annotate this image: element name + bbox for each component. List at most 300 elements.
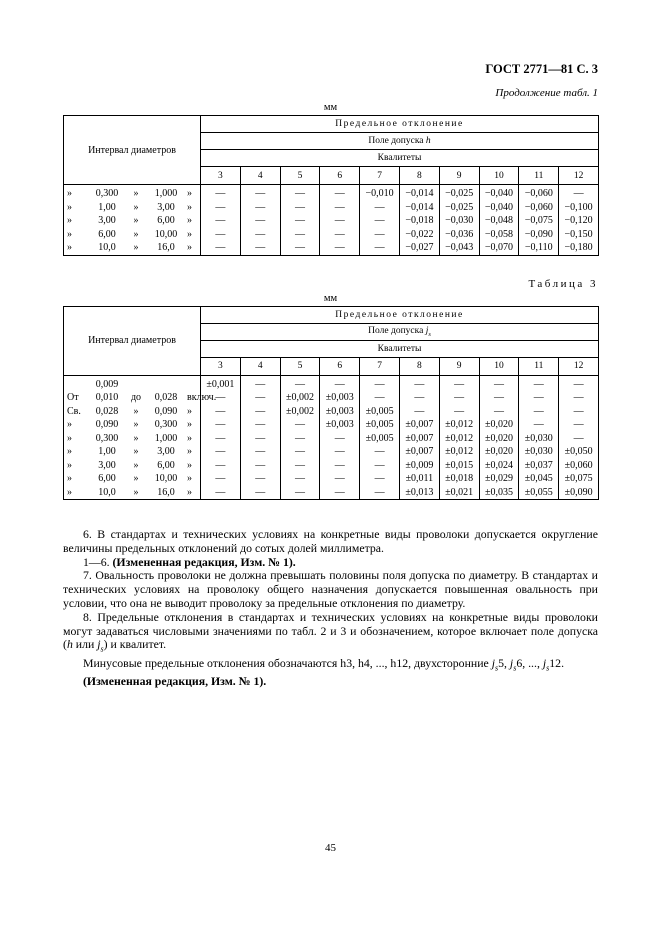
- deviation-value-cell: ±0,024: [479, 459, 519, 473]
- table3-body: [64, 375, 599, 500]
- deviation-value-cell: ±0,030: [519, 432, 559, 446]
- deviation-value-cell: ±0,005: [360, 418, 400, 432]
- text-run: j: [542, 655, 547, 670]
- deviation-value-cell: −0,014: [399, 185, 439, 201]
- interval-segment: От: [67, 392, 79, 403]
- deviation-value-cell: —: [479, 375, 519, 391]
- deviation-value-cell: —: [240, 405, 280, 419]
- interval-segment: »: [187, 188, 192, 199]
- interval-segment: до: [130, 392, 142, 403]
- table-row: [64, 228, 599, 242]
- grade-column-header: 12: [559, 167, 599, 185]
- deviation-value-cell: ±0,020: [479, 418, 519, 432]
- interval-segment: »: [67, 473, 72, 484]
- interval-segment: 3,00: [157, 446, 175, 457]
- interval-segment: »: [133, 228, 139, 240]
- deviation-value-cell: —: [280, 228, 320, 242]
- deviation-value-cell: −0,180: [559, 241, 599, 255]
- interval-segment: »: [133, 486, 139, 498]
- text-run: 8. Предельные отклонения в стандартах и технических условиях на конкретные виды проволоки могут задаваться числовыми значениями по табл. 2 и 3 и обозначением, которое включает поле допуска (: [63, 609, 598, 652]
- document-header: ГОСТ 2771—81 С. 3: [485, 62, 598, 76]
- interval-segment: 0,009: [95, 378, 119, 390]
- deviation-value-cell: ±0,007: [399, 432, 439, 446]
- deviation-value-cell: ±0,090: [559, 486, 599, 500]
- deviation-value-cell: —: [280, 472, 320, 486]
- deviation-value-cell: ±0,020: [479, 445, 519, 459]
- deviation-value-cell: —: [360, 445, 400, 459]
- text-run: 12.: [549, 655, 565, 670]
- text-run: s: [546, 662, 550, 672]
- table-row: [64, 241, 599, 255]
- deviation-value-cell: —: [320, 228, 360, 242]
- interval-segment: »: [67, 201, 72, 213]
- interval-segment: 6,00: [98, 228, 116, 240]
- table-row: [64, 405, 599, 419]
- note-paragraph: [63, 611, 598, 657]
- deviation-value-cell: —: [280, 185, 320, 201]
- deviation-value-cell: −0,018: [399, 214, 439, 228]
- deviation-value-cell: —: [559, 405, 599, 419]
- text-run: Поле допуска: [368, 136, 426, 146]
- deviation-value-cell: —: [240, 472, 280, 486]
- grade-column-header: 8: [399, 357, 439, 375]
- deviation-value-cell: −0,150: [559, 228, 599, 242]
- deviation-value-cell: —: [240, 214, 280, 228]
- deviation-value-cell: —: [360, 459, 400, 473]
- deviation-value-cell: ±0,060: [559, 459, 599, 473]
- interval-segment: »: [133, 188, 139, 199]
- deviation-value-cell: —: [201, 405, 241, 419]
- deviation-value-cell: ±0,007: [399, 418, 439, 432]
- text-run: 6. В стандартах и технических условиях на конкретные виды проволоки допускается округление величины предельных отклонений до сотых долей миллиметра.: [63, 527, 598, 555]
- deviation-value-cell: ±0,007: [399, 445, 439, 459]
- table-row: [64, 486, 599, 500]
- interval-segment: 16,0: [157, 486, 175, 498]
- grade-column-header: 12: [559, 357, 599, 375]
- diameter-interval: [64, 378, 200, 392]
- interval-segment: включ.: [187, 392, 217, 403]
- deviation-value-cell: —: [559, 185, 599, 201]
- deviation-value-cell: ±0,050: [559, 445, 599, 459]
- diameter-interval-cell: [64, 405, 201, 419]
- deviation-value-cell: —: [360, 486, 400, 500]
- deviation-value-cell: —: [280, 432, 320, 446]
- deviation-value-cell: —: [360, 472, 400, 486]
- interval-segment: 3,00: [157, 201, 175, 213]
- interval-segment: 6,00: [98, 473, 116, 484]
- table-row: [64, 375, 599, 391]
- deviation-value-cell: −0,025: [439, 201, 479, 215]
- diameter-interval-cell: [64, 432, 201, 446]
- interval-segment: 6,00: [157, 215, 175, 226]
- diameter-interval-cell: [64, 214, 201, 228]
- deviation-value-cell: —: [201, 201, 241, 215]
- deviation-value-cell: −0,075: [519, 214, 559, 228]
- interval-segment: 0,028: [154, 392, 178, 403]
- text-run: s: [100, 644, 104, 654]
- interval-segment: [67, 378, 89, 392]
- interval-segment: 10,0: [98, 242, 116, 253]
- deviation-value-cell: —: [360, 241, 400, 255]
- interval-segment: 0,028: [95, 405, 119, 417]
- deviation-value-cell: ±0,035: [479, 486, 519, 500]
- deviation-value-cell: —: [399, 405, 439, 419]
- deviation-value-cell: —: [240, 432, 280, 446]
- interval-segment: 0,010: [95, 392, 119, 403]
- deviation-value-cell: −0,014: [399, 201, 439, 215]
- deviation-value-cell: ±0,045: [519, 472, 559, 486]
- deviation-value-cell: —: [201, 185, 241, 201]
- grade-column-header: 3: [201, 167, 241, 185]
- deviation-value-cell: −0,027: [399, 241, 439, 255]
- interval-column-header: Интервал диаметров: [64, 306, 201, 375]
- interval-segment: [125, 378, 147, 392]
- table1-unit-label: мм: [323, 102, 338, 113]
- interval-segment: »: [187, 228, 192, 240]
- deviation-value-cell: —: [240, 445, 280, 459]
- interval-segment: »: [133, 242, 139, 253]
- grade-column-header: 7: [360, 167, 400, 185]
- interval-segment: 0,090: [95, 419, 119, 430]
- deviation-value-cell: —: [240, 228, 280, 242]
- interval-segment: »: [133, 201, 139, 213]
- interval-column-header: Интервал диаметров: [64, 116, 201, 185]
- deviation-value-cell: −0,048: [479, 214, 519, 228]
- text-run: h: [66, 637, 73, 652]
- interval-segment: Св.: [67, 405, 81, 417]
- grade-column-header: 11: [519, 357, 559, 375]
- deviation-value-cell: −0,120: [559, 214, 599, 228]
- table-row: [64, 201, 599, 215]
- deviation-value-cell: —: [360, 391, 400, 405]
- diameter-interval-cell: [64, 445, 201, 459]
- grade-column-header: 9: [439, 167, 479, 185]
- diameter-interval: [64, 459, 200, 473]
- interval-segment: »: [133, 405, 139, 417]
- diameter-interval: [64, 486, 200, 500]
- grade-column-header: 3: [201, 357, 241, 375]
- deviation-value-cell: —: [320, 185, 360, 201]
- text-run: Поле допуска: [368, 325, 426, 336]
- tolerance-field-header: [201, 133, 599, 150]
- page-content: [63, 62, 598, 688]
- interval-segment: 10,0: [98, 486, 116, 498]
- deviation-value-cell: —: [280, 375, 320, 391]
- interval-segment: 10,00: [154, 473, 178, 484]
- deviation-value-cell: −0,040: [479, 201, 519, 215]
- deviation-value-cell: ±0,002: [280, 405, 320, 419]
- interval-segment: 1,000: [154, 188, 178, 199]
- interval-segment: 1,000: [154, 432, 178, 444]
- deviation-value-cell: —: [201, 228, 241, 242]
- deviation-value-cell: −0,100: [559, 201, 599, 215]
- interval-segment: »: [133, 419, 139, 430]
- table3-unit-label: мм: [323, 292, 338, 304]
- interval-segment: »: [133, 432, 139, 444]
- deviation-value-cell: —: [201, 445, 241, 459]
- deviation-value-cell: —: [240, 418, 280, 432]
- deviation-value-cell: —: [320, 459, 360, 473]
- grade-column-header: 11: [519, 167, 559, 185]
- diameter-interval-cell: [64, 241, 201, 255]
- deviation-value-cell: ±0,055: [519, 486, 559, 500]
- diameter-interval: [64, 405, 200, 419]
- deviation-value-cell: ±0,003: [320, 418, 360, 432]
- interval-segment: »: [67, 228, 72, 240]
- interval-segment: »: [187, 486, 192, 498]
- grade-column-header: 4: [240, 167, 280, 185]
- deviation-value-cell: ±0,018: [439, 472, 479, 486]
- grade-column-header: 5: [280, 357, 320, 375]
- deviation-value-cell: −0,060: [519, 185, 559, 201]
- deviation-value-cell: —: [240, 391, 280, 405]
- deviation-value-cell: —: [280, 241, 320, 255]
- interval-segment: »: [187, 215, 192, 226]
- table-1: [63, 115, 599, 256]
- grade-column-header: 10: [479, 167, 519, 185]
- diameter-interval: [64, 187, 200, 201]
- deviation-value-cell: —: [439, 375, 479, 391]
- interval-segment: »: [187, 419, 192, 430]
- deviation-value-cell: —: [240, 185, 280, 201]
- interval-segment: »: [187, 446, 192, 457]
- interval-segment: »: [187, 432, 192, 444]
- diameter-interval-cell: [64, 391, 217, 405]
- interval-segment: 1,00: [98, 446, 116, 457]
- diameter-interval: [64, 472, 200, 486]
- note-paragraph: [63, 528, 598, 556]
- deviation-value-cell: —: [360, 375, 400, 391]
- deviation-value-cell: —: [399, 391, 439, 405]
- grade-column-header: 7: [360, 357, 400, 375]
- deviation-value-cell: ±0,002: [280, 391, 320, 405]
- table1-continuation-note: Продолжение табл. 1: [495, 87, 598, 99]
- table1-body: [64, 185, 599, 256]
- deviation-value-cell: —: [280, 486, 320, 500]
- deviation-value-cell: —: [320, 432, 360, 446]
- deviation-value-cell: —: [280, 459, 320, 473]
- deviation-value-cell: —: [519, 391, 559, 405]
- interval-segment: [185, 378, 200, 392]
- deviation-value-cell: −0,070: [479, 241, 519, 255]
- deviation-value-cell: ±0,003: [320, 391, 360, 405]
- interval-segment: »: [67, 242, 72, 253]
- deviation-value-cell: −0,058: [479, 228, 519, 242]
- table-row: [64, 418, 599, 432]
- deviation-value-cell: ±0,075: [559, 472, 599, 486]
- diameter-interval-cell: [64, 201, 201, 215]
- deviation-value-cell: ±0,030: [519, 445, 559, 459]
- deviation-value-cell: −0,025: [439, 185, 479, 201]
- interval-segment: »: [67, 188, 72, 199]
- deviation-value-cell: ±0,012: [439, 432, 479, 446]
- tolerance-field-header: [201, 323, 599, 340]
- table-3: [63, 306, 599, 501]
- diameter-interval-cell: [64, 418, 201, 432]
- header-row: [64, 306, 599, 323]
- deviation-value-cell: —: [320, 486, 360, 500]
- note-paragraph: [63, 569, 598, 610]
- deviation-value-cell: −0,030: [439, 214, 479, 228]
- deviation-value-cell: ±0,037: [519, 459, 559, 473]
- interval-segment: 10,00: [154, 228, 178, 240]
- diameter-interval: [64, 418, 200, 432]
- deviation-value-cell: —: [519, 375, 559, 391]
- deviation-value-cell: —: [320, 472, 360, 486]
- interval-segment: 6,00: [157, 459, 175, 471]
- diameter-interval: [64, 432, 200, 446]
- text-run: 1—6.: [83, 554, 113, 569]
- deviation-value-cell: —: [479, 391, 519, 405]
- interval-segment: 0,300: [95, 432, 119, 444]
- interval-segment: »: [67, 459, 72, 471]
- grades-header: Квалитеты: [201, 340, 599, 357]
- deviation-value-cell: —: [201, 241, 241, 255]
- text-run: j: [509, 655, 514, 670]
- text-run: 6, ...,: [516, 655, 543, 670]
- deviation-value-cell: —: [559, 432, 599, 446]
- deviation-value-cell: −0,040: [479, 185, 519, 201]
- table-row: [64, 459, 599, 473]
- deviation-value-cell: —: [439, 391, 479, 405]
- text-run: s: [513, 662, 517, 672]
- interval-segment: »: [187, 242, 192, 253]
- deviation-value-cell: —: [519, 405, 559, 419]
- deviation-value-cell: ±0,001: [201, 375, 241, 391]
- deviation-value-cell: —: [320, 375, 360, 391]
- deviation-value-cell: −0,060: [519, 201, 559, 215]
- interval-segment: »: [133, 215, 139, 226]
- diameter-interval-cell: [64, 459, 201, 473]
- table-row: [64, 391, 599, 405]
- note-paragraph: [63, 675, 598, 689]
- table-row: [64, 445, 599, 459]
- interval-segment: »: [187, 459, 192, 471]
- diameter-interval: [64, 391, 217, 405]
- notes-section: [63, 528, 598, 688]
- diameter-interval: [64, 445, 200, 459]
- interval-segment: 3,00: [98, 215, 116, 226]
- deviation-header: Предельное отклонение: [201, 116, 599, 133]
- interval-segment: »: [187, 473, 192, 484]
- text-run: 5,: [498, 655, 510, 670]
- deviation-value-cell: ±0,005: [360, 405, 400, 419]
- deviation-value-cell: ±0,005: [360, 432, 400, 446]
- deviation-value-cell: ±0,011: [399, 472, 439, 486]
- deviation-value-cell: —: [399, 375, 439, 391]
- deviation-value-cell: —: [240, 486, 280, 500]
- table3-caption: Таблица 3: [528, 277, 598, 290]
- deviation-value-cell: −0,090: [519, 228, 559, 242]
- deviation-header: Предельное отклонение: [201, 306, 599, 323]
- interval-segment: »: [133, 459, 139, 471]
- text-run: s: [428, 330, 431, 338]
- interval-segment: »: [133, 446, 139, 457]
- interval-segment: 1,00: [98, 201, 116, 213]
- table-row: [64, 472, 599, 486]
- diameter-interval-cell: [64, 185, 201, 201]
- interval-segment: »: [67, 419, 72, 430]
- deviation-value-cell: —: [280, 418, 320, 432]
- grade-column-header: 5: [280, 167, 320, 185]
- deviation-value-cell: —: [519, 418, 559, 432]
- diameter-interval-cell: [64, 375, 201, 391]
- deviation-value-cell: −0,036: [439, 228, 479, 242]
- text-run: s: [494, 662, 499, 672]
- deviation-value-cell: −0,010: [360, 185, 400, 201]
- table-row: [64, 432, 599, 446]
- interval-segment: »: [187, 201, 192, 213]
- interval-segment: 16,0: [157, 242, 175, 253]
- deviation-value-cell: −0,043: [439, 241, 479, 255]
- interval-segment: »: [67, 486, 72, 498]
- deviation-value-cell: ±0,009: [399, 459, 439, 473]
- interval-segment: »: [67, 432, 72, 444]
- grade-column-header: 8: [399, 167, 439, 185]
- interval-segment: 0,090: [154, 405, 178, 417]
- table-row: [64, 185, 599, 201]
- deviation-value-cell: —: [559, 375, 599, 391]
- deviation-value-cell: —: [201, 472, 241, 486]
- interval-segment: 0,300: [95, 188, 119, 199]
- diameter-interval-cell: [64, 228, 201, 242]
- deviation-value-cell: —: [201, 391, 241, 405]
- text-run: j: [425, 325, 429, 336]
- diameter-interval-cell: [64, 472, 201, 486]
- deviation-value-cell: —: [439, 405, 479, 419]
- text-run: j: [97, 637, 101, 652]
- deviation-value-cell: —: [479, 405, 519, 419]
- grades-header: Квалитеты: [201, 150, 599, 167]
- interval-segment: 3,00: [98, 459, 116, 471]
- interval-segment: »: [187, 405, 192, 417]
- table-row: [64, 214, 599, 228]
- interval-segment: »: [67, 215, 72, 226]
- deviation-value-cell: —: [559, 418, 599, 432]
- deviation-value-cell: ±0,012: [439, 418, 479, 432]
- deviation-value-cell: ±0,021: [439, 486, 479, 500]
- note-paragraph: [63, 556, 598, 570]
- deviation-value-cell: —: [320, 445, 360, 459]
- text-run: j: [491, 655, 495, 670]
- diameter-interval: [64, 214, 200, 228]
- deviation-value-cell: —: [240, 201, 280, 215]
- deviation-value-cell: −0,110: [519, 241, 559, 255]
- deviation-value-cell: —: [320, 214, 360, 228]
- deviation-value-cell: —: [280, 214, 320, 228]
- text-run: ) и квалитет.: [103, 637, 167, 652]
- deviation-value-cell: ±0,015: [439, 459, 479, 473]
- interval-segment: »: [133, 473, 139, 484]
- grade-column-header: 4: [240, 357, 280, 375]
- diameter-interval: [64, 228, 200, 242]
- interval-segment: »: [67, 446, 72, 457]
- interval-segment: [147, 378, 185, 392]
- grade-column-header: 9: [439, 357, 479, 375]
- deviation-value-cell: —: [201, 486, 241, 500]
- deviation-value-cell: ±0,013: [399, 486, 439, 500]
- header-row: [64, 116, 599, 133]
- grade-column-header: 10: [479, 357, 519, 375]
- deviation-value-cell: —: [360, 201, 400, 215]
- deviation-value-cell: ±0,029: [479, 472, 519, 486]
- deviation-value-cell: —: [201, 459, 241, 473]
- text-run: Минусовые предельные отклонения обозначаются h3, h4, ..., h12, двухсторонние: [83, 655, 492, 670]
- deviation-value-cell: —: [240, 241, 280, 255]
- diameter-interval-cell: [64, 486, 201, 500]
- deviation-value-cell: ±0,020: [479, 432, 519, 446]
- deviation-value-cell: —: [280, 201, 320, 215]
